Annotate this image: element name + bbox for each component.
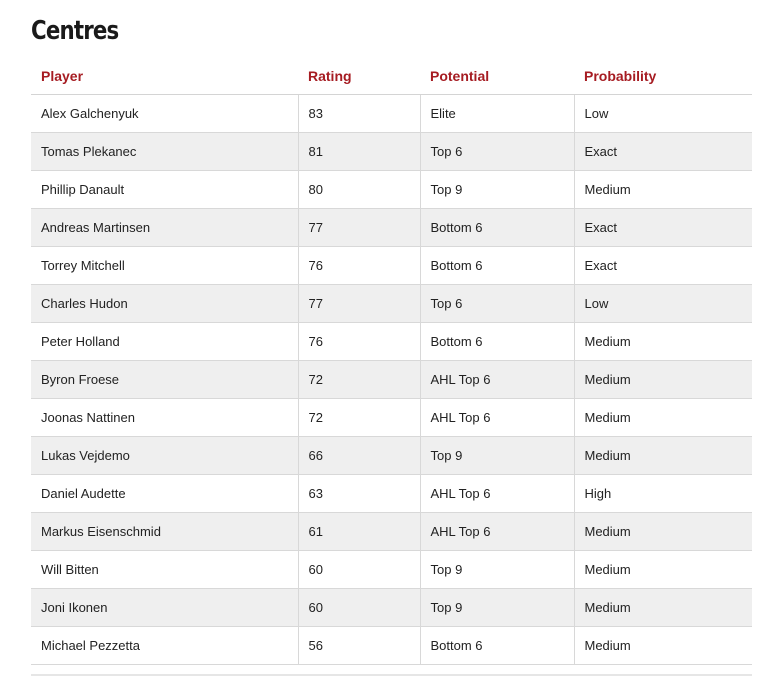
cell-rating: 72 [298, 361, 420, 399]
table-body [31, 95, 752, 665]
column-header-player: Player [31, 57, 298, 95]
table-row [31, 133, 752, 171]
table-row [31, 399, 752, 437]
cell-probability: Medium [574, 323, 752, 361]
table-row [31, 551, 752, 589]
table-row [31, 209, 752, 247]
cell-probability: Exact [574, 133, 752, 171]
column-header-probability: Probability [574, 57, 752, 95]
cell-probability: Medium [574, 399, 752, 437]
cell-potential: Top 9 [420, 589, 574, 627]
cell-probability: Exact [574, 209, 752, 247]
centres-table [31, 57, 752, 665]
cell-player: Tomas Plekanec [31, 133, 298, 171]
cell-player: Will Bitten [31, 551, 298, 589]
cell-potential: Top 9 [420, 171, 574, 209]
cell-potential: Bottom 6 [420, 247, 574, 285]
cell-probability: Medium [574, 361, 752, 399]
cell-player: Daniel Audette [31, 475, 298, 513]
table-row [31, 475, 752, 513]
header-row [31, 57, 752, 95]
cell-probability: Low [574, 95, 752, 133]
cell-rating: 77 [298, 209, 420, 247]
cell-probability: Medium [574, 171, 752, 209]
cell-potential: Top 9 [420, 551, 574, 589]
cell-probability: Low [574, 285, 752, 323]
cell-player: Torrey Mitchell [31, 247, 298, 285]
table-row [31, 323, 752, 361]
cell-potential: Bottom 6 [420, 209, 574, 247]
column-header-rating: Rating [298, 57, 420, 95]
cell-player: Peter Holland [31, 323, 298, 361]
cell-rating: 72 [298, 399, 420, 437]
page-title: Centres [31, 16, 119, 46]
table-row [31, 285, 752, 323]
cell-rating: 83 [298, 95, 420, 133]
cell-player: Joonas Nattinen [31, 399, 298, 437]
cell-rating: 66 [298, 437, 420, 475]
cell-player: Phillip Danault [31, 171, 298, 209]
cell-probability: Medium [574, 551, 752, 589]
cell-player: Andreas Martinsen [31, 209, 298, 247]
cell-rating: 76 [298, 323, 420, 361]
cell-potential: Elite [420, 95, 574, 133]
cell-player: Alex Galchenyuk [31, 95, 298, 133]
cell-potential: Top 9 [420, 437, 574, 475]
table-bottom-divider [31, 674, 752, 676]
table-header [31, 57, 752, 95]
table-row [31, 95, 752, 133]
cell-potential: AHL Top 6 [420, 361, 574, 399]
cell-player: Markus Eisenschmid [31, 513, 298, 551]
cell-potential: Bottom 6 [420, 627, 574, 665]
cell-rating: 60 [298, 551, 420, 589]
cell-rating: 80 [298, 171, 420, 209]
cell-probability: High [574, 475, 752, 513]
cell-potential: Top 6 [420, 285, 574, 323]
cell-probability: Medium [574, 589, 752, 627]
centres-table-container [31, 57, 752, 665]
table-row [31, 627, 752, 665]
cell-potential: AHL Top 6 [420, 513, 574, 551]
table-row [31, 437, 752, 475]
cell-potential: Top 6 [420, 133, 574, 171]
table-row [31, 513, 752, 551]
column-header-potential: Potential [420, 57, 574, 95]
cell-potential: AHL Top 6 [420, 475, 574, 513]
cell-rating: 81 [298, 133, 420, 171]
cell-player: Michael Pezzetta [31, 627, 298, 665]
cell-probability: Exact [574, 247, 752, 285]
cell-player: Byron Froese [31, 361, 298, 399]
table-row [31, 361, 752, 399]
cell-player: Joni Ikonen [31, 589, 298, 627]
cell-rating: 63 [298, 475, 420, 513]
table-row [31, 171, 752, 209]
cell-player: Charles Hudon [31, 285, 298, 323]
cell-potential: Bottom 6 [420, 323, 574, 361]
cell-probability: Medium [574, 437, 752, 475]
cell-rating: 56 [298, 627, 420, 665]
cell-probability: Medium [574, 513, 752, 551]
cell-rating: 60 [298, 589, 420, 627]
cell-potential: AHL Top 6 [420, 399, 574, 437]
cell-player: Lukas Vejdemo [31, 437, 298, 475]
table-row [31, 589, 752, 627]
cell-rating: 77 [298, 285, 420, 323]
cell-probability: Medium [574, 627, 752, 665]
cell-rating: 76 [298, 247, 420, 285]
cell-rating: 61 [298, 513, 420, 551]
table-row [31, 247, 752, 285]
